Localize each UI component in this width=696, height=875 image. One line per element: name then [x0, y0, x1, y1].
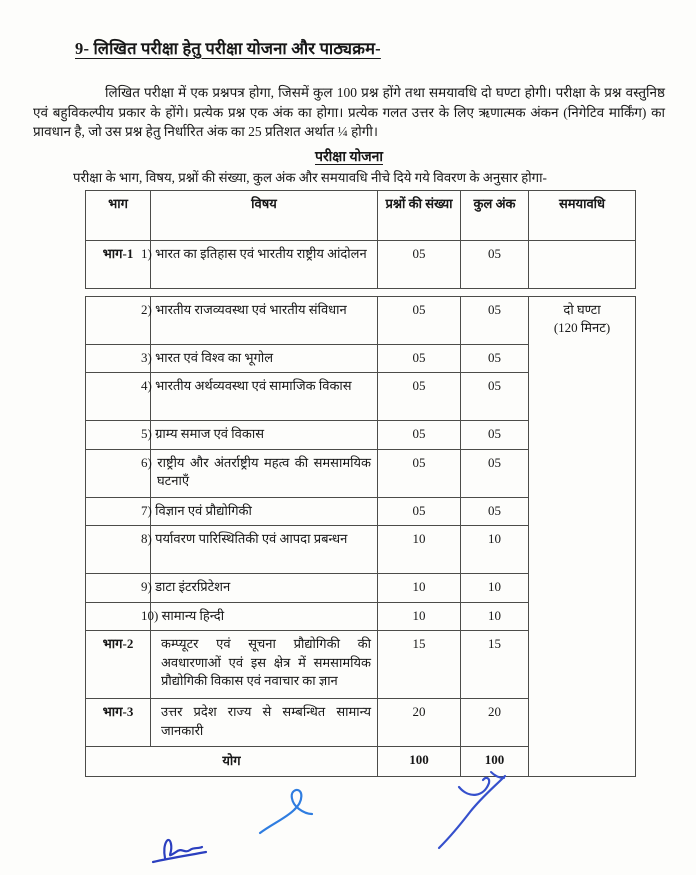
- subject-cell: 1) भारत का इतिहास एवं भारतीय राष्ट्रीय आंदोलन: [151, 240, 378, 288]
- marks-cell: 10: [461, 574, 529, 603]
- questions-cell: 05: [378, 296, 461, 344]
- header-marks: कुल अंक: [461, 190, 529, 240]
- marks-cell: 15: [461, 631, 529, 699]
- part-cell: भाग-2: [86, 631, 151, 699]
- questions-cell: 05: [378, 240, 461, 288]
- subject-cell: 3) भारत एवं विश्व का भूगोल: [151, 344, 378, 373]
- subject-cell: 2) भारतीय राजव्यवस्था एवं भारतीय संविधान: [151, 296, 378, 344]
- questions-cell: 05: [378, 497, 461, 526]
- duration-cell-empty: [529, 240, 636, 288]
- questions-cell: 10: [378, 526, 461, 574]
- total-marks-cell: 100: [461, 747, 529, 777]
- subject-cell: 4) भारतीय अर्थव्यवस्था एवं सामाजिक विकास: [151, 373, 378, 421]
- questions-cell: 05: [378, 344, 461, 373]
- section-heading: 9- लिखित परीक्षा हेतु परीक्षा योजना और पाठ्यक्रम-: [75, 39, 381, 58]
- questions-cell: 05: [378, 421, 461, 450]
- marks-cell: 05: [461, 240, 529, 288]
- questions-cell: 10: [378, 574, 461, 603]
- exam-scheme-table-top: [85, 190, 636, 289]
- plan-note: परीक्षा के भाग, विषय, प्रश्नों की संख्या, कुल अंक और समयावधि नीचे दिये गये विवरण के अनुसार होगा-: [73, 169, 547, 185]
- marks-cell: 05: [461, 421, 529, 450]
- header-part: भाग: [86, 190, 151, 240]
- subject-cell: कम्प्यूटर एवं सूचना प्रौद्योगिकी की अवधारणाओं एवं इस क्षेत्र में समसामयिक प्रौद्योगिकी विकास एवं नवाचार का ज्ञान: [151, 631, 378, 699]
- subject-cell: 10) सामान्य हिन्दी: [151, 602, 378, 631]
- table-header-row: [86, 190, 636, 240]
- marks-cell: 10: [461, 526, 529, 574]
- subject-cell: 5) ग्राम्य समाज एवं विकास: [151, 421, 378, 450]
- duration-line2: (120 मिनट): [553, 320, 611, 335]
- exam-scheme-table-bottom: [85, 296, 636, 777]
- questions-cell: 05: [378, 373, 461, 421]
- intro-paragraph: लिखित परीक्षा में एक प्रश्नपत्र होगा, जिसमें कुल 100 प्रश्न होंगे तथा समयावधि दो घण्टा होगी। परीक्षा के प्रश्न वस्तुनिष्ठ एवं बहुविकल्पीय प्रकार के होंगे। प्रत्येक प्रश्न एक अंक का होगा। प्रत्येक गलत उत्तर के लिए ऋणात्मक अंकन (निगेटिव मार्किंग) का प्रावधान है, जो उस प्रश्न हेतु निर्धारित अंक का 25 प्रतिशत अर्थात ¼ होगी।: [33, 85, 665, 139]
- table-gap: [33, 289, 665, 296]
- total-questions-cell: 100: [378, 747, 461, 777]
- signature-middle-icon: [258, 786, 318, 836]
- subject-cell: 8) पर्यावरण पारिस्थितिकी एवं आपदा प्रबन्धन: [151, 526, 378, 574]
- subject-cell: 7) विज्ञान एवं प्रौद्योगिकी: [151, 497, 378, 526]
- marks-cell: 05: [461, 373, 529, 421]
- duration-line1: दो घण्टा: [563, 301, 601, 317]
- marks-cell: 05: [461, 449, 529, 497]
- marks-cell: 10: [461, 602, 529, 631]
- signature-left-icon: [150, 831, 214, 867]
- marks-cell: 05: [461, 296, 529, 344]
- marks-cell: 05: [461, 344, 529, 373]
- part-cell: भाग-1: [86, 240, 151, 288]
- questions-cell: 05: [378, 449, 461, 497]
- questions-cell: 15: [378, 631, 461, 699]
- header-subject: विषय: [151, 190, 378, 240]
- subject-cell: 9) डाटा इंटरप्रिटेशन: [151, 574, 378, 603]
- plan-title: परीक्षा योजना: [315, 149, 383, 165]
- table-row-part1: [86, 240, 636, 288]
- part-cell: भाग-3: [86, 699, 151, 747]
- questions-cell: 10: [378, 602, 461, 631]
- questions-cell: 20: [378, 699, 461, 747]
- signature-right-icon: [432, 770, 512, 854]
- header-duration: समयावधि: [529, 190, 636, 240]
- marks-cell: 20: [461, 699, 529, 747]
- subject-cell: 6) राष्ट्रीय और अंतर्राष्ट्रीय महत्व की समसामयिक घटनाएँ: [151, 449, 378, 497]
- header-questions: प्रश्नों की संख्या: [378, 190, 461, 240]
- duration-cell: [529, 296, 636, 776]
- subject-cell: उत्तर प्रदेश राज्य से सम्बन्धित सामान्य जानकारी: [151, 699, 378, 747]
- marks-cell: 05: [461, 497, 529, 526]
- table-row: [86, 296, 636, 344]
- total-label-cell: योग: [86, 747, 378, 777]
